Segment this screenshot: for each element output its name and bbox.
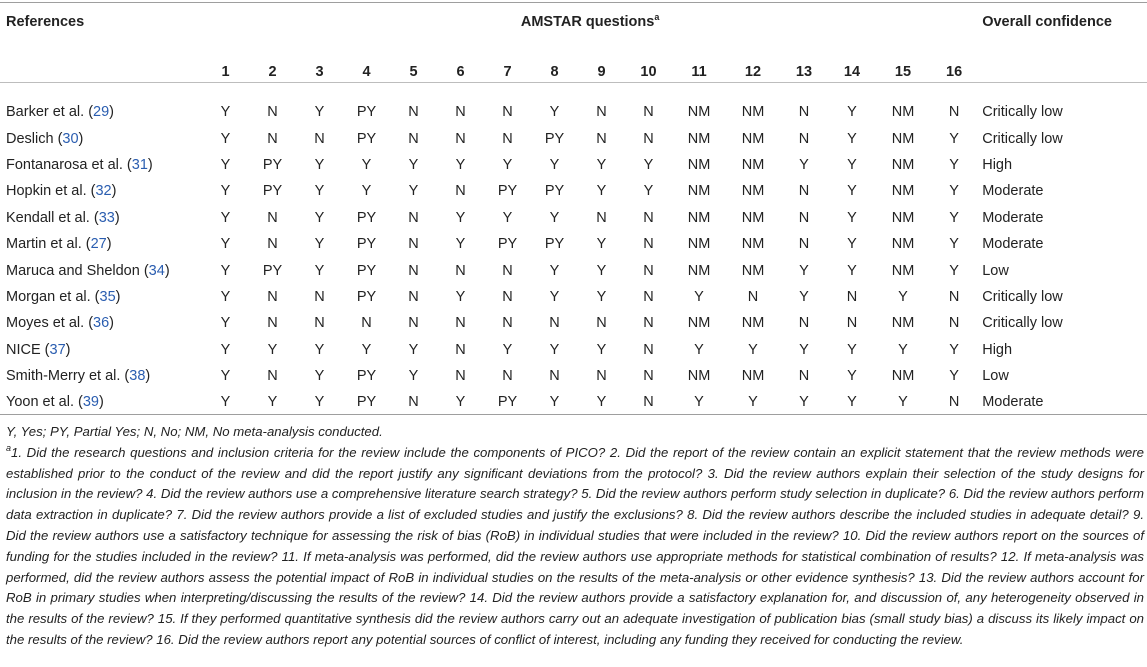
- rating-cell-q13: Y: [799, 341, 809, 358]
- rating-cell-q10: N: [643, 236, 654, 253]
- rating-cell-q1: Y: [220, 130, 231, 147]
- reference-cell: [0, 257, 202, 283]
- rating-cell-q6: Y: [455, 209, 466, 226]
- study-name: NICE (: [6, 341, 50, 358]
- rating-cell-q8: N: [549, 368, 560, 385]
- close-paren: ): [109, 315, 115, 332]
- rating-cell-q4: PY: [356, 368, 377, 385]
- rating-cell-q6: N: [455, 341, 466, 358]
- rating-cell-q4: PY: [356, 236, 377, 253]
- rating-cell-q8: PY: [544, 236, 565, 253]
- study-name: Martin et al. (: [6, 236, 91, 253]
- citation-link[interactable]: 31: [131, 156, 148, 173]
- rating-cell-q2: Y: [267, 341, 278, 358]
- rating-cell-q10: N: [643, 368, 654, 385]
- question-number-8: 8: [550, 64, 559, 80]
- rating-cell-q3: Y: [314, 156, 325, 173]
- rating-cell-q1: Y: [220, 104, 231, 121]
- overall-confidence-cell: Moderate: [982, 236, 1044, 253]
- table-row: [0, 363, 1147, 389]
- rating-cell-q10: N: [643, 394, 654, 411]
- reference-cell: [0, 284, 202, 310]
- rating-cell-q5: N: [408, 288, 419, 305]
- rating-cell-q13: N: [798, 368, 810, 385]
- rating-cell-q10: N: [643, 104, 654, 121]
- rating-cell-q2: PY: [262, 156, 283, 173]
- reference-cell: [0, 231, 202, 257]
- rating-cell-q12: N: [747, 288, 759, 305]
- question-number-5: 5: [409, 64, 418, 80]
- rating-cell-q16: Y: [949, 209, 959, 226]
- rating-cell-q8: Y: [549, 288, 560, 305]
- rating-cell-q8: Y: [549, 341, 560, 358]
- close-paren: ): [109, 104, 115, 121]
- question-number-10: 10: [640, 64, 657, 80]
- rating-cell-q5: Y: [408, 183, 419, 200]
- rating-cell-q3: N: [314, 130, 325, 147]
- amstar-title: AMSTAR questions: [520, 14, 655, 30]
- rating-cell-q2: N: [267, 368, 278, 385]
- overall-confidence-cell: Critically low: [982, 130, 1063, 147]
- rating-cell-q11: NM: [687, 368, 711, 385]
- rating-cell-q15: NM: [891, 368, 915, 385]
- rating-cell-q9: Y: [596, 262, 607, 279]
- rating-cell-q15: NM: [891, 209, 915, 226]
- close-paren: ): [99, 394, 104, 411]
- table-row: [0, 205, 1147, 231]
- study-name: Deslich (: [6, 130, 63, 147]
- rating-cell-q16: N: [948, 394, 960, 411]
- rating-cell-q9: N: [596, 130, 607, 147]
- rating-cell-q6: Y: [455, 288, 466, 305]
- rating-cell-q7: N: [502, 288, 513, 305]
- rating-cell-q13: Y: [799, 262, 809, 279]
- rating-cell-q7: PY: [497, 183, 518, 200]
- rating-cell-q11: Y: [694, 341, 704, 358]
- rating-cell-q4: PY: [356, 130, 377, 147]
- rating-cell-q2: N: [267, 315, 278, 332]
- question-number-6: 6: [456, 64, 465, 80]
- empty-header-cell: [0, 52, 202, 92]
- table-row: [0, 284, 1147, 310]
- rating-cell-q16: Y: [949, 236, 959, 253]
- overall-confidence-cell: Critically low: [982, 104, 1063, 121]
- rating-cell-q4: Y: [361, 341, 372, 358]
- rating-cell-q2: N: [267, 236, 278, 253]
- table-row: [0, 152, 1147, 178]
- rating-cell-q8: Y: [549, 209, 560, 226]
- question-number-12: 12: [744, 64, 762, 80]
- rating-cell-q14: Y: [847, 236, 857, 253]
- rating-cell-q7: N: [502, 368, 513, 385]
- rating-cell-q9: Y: [596, 156, 607, 173]
- question-number-1: 1: [221, 64, 230, 80]
- rating-cell-q10: N: [643, 209, 654, 226]
- rating-cell-q14: Y: [847, 341, 857, 358]
- rating-cell-q13: N: [798, 130, 810, 147]
- rating-cell-q14: Y: [847, 368, 857, 385]
- rating-cell-q14: Y: [847, 104, 857, 121]
- rating-cell-q7: Y: [502, 209, 513, 226]
- rating-cell-q12: NM: [741, 130, 765, 147]
- rating-cell-q3: Y: [314, 236, 325, 253]
- rating-cell-q3: Y: [314, 183, 325, 200]
- rating-cell-q9: Y: [596, 288, 607, 305]
- study-name: Hopkin et al. (: [6, 183, 96, 200]
- rating-cell-q14: Y: [847, 262, 857, 279]
- rating-cell-q14: Y: [847, 394, 857, 411]
- rating-cell-q7: Y: [502, 156, 513, 173]
- rating-cell-q4: PY: [356, 288, 377, 305]
- question-number-3: 3: [315, 64, 324, 80]
- rating-cell-q8: Y: [549, 394, 560, 411]
- close-paren: ): [115, 288, 121, 305]
- rating-cell-q10: N: [643, 130, 654, 147]
- rating-cell-q9: N: [596, 368, 607, 385]
- rating-cell-q6: N: [455, 315, 466, 332]
- rating-cell-q15: NM: [891, 315, 915, 332]
- rating-cell-q4: Y: [361, 183, 372, 200]
- rating-cell-q10: N: [643, 262, 654, 279]
- rating-cell-q5: Y: [408, 156, 419, 173]
- citation-link[interactable]: 32: [95, 183, 112, 200]
- rating-cell-q15: Y: [898, 341, 908, 358]
- rating-cell-q3: Y: [314, 368, 325, 385]
- rating-cell-q14: Y: [847, 209, 857, 226]
- rating-cell-q1: Y: [220, 209, 231, 226]
- rating-cell-q2: Y: [267, 394, 278, 411]
- close-paren: ): [114, 209, 120, 226]
- table-row: [0, 337, 1147, 363]
- rating-cell-q5: Y: [408, 368, 419, 385]
- rating-cell-q7: N: [502, 315, 513, 332]
- overall-confidence-cell: High: [982, 341, 1013, 358]
- rating-cell-q8: PY: [544, 130, 565, 147]
- rating-cell-q16: Y: [949, 368, 959, 385]
- rating-cell-q4: PY: [356, 394, 377, 411]
- rating-cell-q1: Y: [220, 394, 231, 411]
- reference-cell: [0, 152, 202, 178]
- rating-cell-q5: N: [408, 130, 419, 147]
- rating-cell-q5: N: [408, 209, 419, 226]
- rating-cell-q4: Y: [361, 156, 372, 173]
- rating-cell-q14: Y: [847, 183, 857, 200]
- rating-cell-q13: N: [798, 104, 810, 121]
- study-name: Morgan et al. (: [6, 288, 100, 305]
- citation-link[interactable]: 38: [129, 368, 146, 385]
- rating-cell-q2: PY: [262, 262, 283, 279]
- citation-link[interactable]: 34: [148, 262, 165, 279]
- rating-cell-q11: NM: [687, 156, 711, 173]
- rating-cell-q3: N: [314, 288, 325, 305]
- rating-cell-q12: NM: [741, 183, 765, 200]
- question-number-7: 7: [503, 64, 512, 80]
- rating-cell-q11: Y: [694, 394, 704, 411]
- rating-cell-q13: Y: [799, 288, 809, 305]
- rating-cell-q16: N: [948, 288, 960, 305]
- amstar-footnote-marker: a: [654, 12, 660, 22]
- question-number-2: 2: [268, 64, 277, 80]
- rating-cell-q12: NM: [741, 156, 765, 173]
- rating-cell-q6: Y: [455, 394, 466, 411]
- rating-cell-q3: Y: [314, 104, 325, 121]
- rating-cell-q6: N: [455, 183, 466, 200]
- rating-cell-q9: N: [596, 209, 607, 226]
- rating-cell-q8: Y: [549, 262, 560, 279]
- references-header: References: [6, 14, 85, 30]
- rating-cell-q6: Y: [455, 236, 466, 253]
- rating-cell-q7: PY: [497, 394, 518, 411]
- rating-cell-q15: NM: [891, 183, 915, 200]
- table-notes: [6, 422, 1144, 651]
- close-paren: ): [145, 368, 151, 385]
- study-name: Barker et al. (: [6, 104, 94, 121]
- overall-confidence-cell: Critically low: [982, 315, 1063, 332]
- question-number-16: 16: [946, 64, 963, 80]
- rating-cell-q5: N: [408, 262, 419, 279]
- rating-cell-q11: NM: [687, 262, 711, 279]
- study-name: Moyes et al. (: [6, 315, 94, 332]
- reference-cell: [0, 337, 202, 363]
- footnote-text: 1. Did the research questions and inclusion criteria for the review include the components of PICO? 2. Did the report of the review contain an explicit statement that the review methods were established prior to the conduct of the review and did the report justify any significant deviations from the protocol? 3. Did the review authors explain their selection of the study designs for inclusion in the review? 4. Did the review authors use a comprehensive literature search strategy? 5. Did the review authors perform study selection in duplicate? 6. Did the review authors perform data extraction in duplicate? 7. Did the review authors provide a list of excluded studies and justify the exclusions? 8. Did the review authors describe the included studies in adequate detail? 9. Did the review authors use a satisfactory technique for assessing the risk of bias (RoB) in individual studies that were included in the review? 10. Did the review authors report on the sources of funding for the studies included in the review? 11. If meta-analysis was performed, did the review authors use appropriate methods for statistical combination of results? 12. If meta-analysis was performed, did the review authors assess the potential impact of RoB in individual studies on the results of the meta-analysis or other evidence synthesis? 13. Did the review authors account for RoB in primary studies when interpreting/discussing the results of the review? 14. Did the review authors provide a satisfactory explanation for, and discussion of, any heterogeneity observed in the results of the review? 15. If they performed quantitative synthesis did the review authors carry out an adequate investigation of publication bias (small study bias) a discuss its likely impact on the results of the review? 16. Did the review authors report any potential sources of conflict of interest, including any funding they received for conducting the review.: [6, 444, 1144, 647]
- rating-cell-q1: Y: [220, 156, 231, 173]
- table-row: [0, 231, 1147, 257]
- rating-cell-q16: Y: [949, 262, 959, 279]
- rating-cell-q5: N: [408, 104, 419, 121]
- rating-cell-q11: NM: [687, 130, 711, 147]
- study-name: Fontanarosa et al. (: [6, 156, 132, 173]
- rating-cell-q13: N: [798, 315, 810, 332]
- rating-cell-q11: NM: [687, 209, 711, 226]
- rating-cell-q12: NM: [741, 315, 765, 332]
- rating-cell-q2: N: [267, 288, 278, 305]
- rating-cell-q10: N: [643, 288, 654, 305]
- rating-cell-q15: NM: [891, 104, 915, 121]
- question-number-15: 15: [894, 64, 912, 80]
- rating-cell-q9: N: [596, 315, 607, 332]
- overall-confidence-cell: High: [982, 156, 1013, 173]
- rating-cell-q1: Y: [220, 368, 231, 385]
- rating-cell-q8: N: [549, 315, 560, 332]
- overall-confidence-cell: Moderate: [982, 209, 1044, 226]
- close-paren: ): [164, 262, 170, 279]
- rating-cell-q5: N: [408, 394, 419, 411]
- table-body: [0, 99, 1147, 416]
- study-name: Smith-Merry et al. (: [6, 368, 130, 385]
- rating-cell-q16: Y: [949, 183, 959, 200]
- rating-cell-q15: NM: [891, 262, 915, 279]
- rating-cell-q11: NM: [687, 104, 711, 121]
- study-name: Kendall et al. (: [6, 209, 99, 226]
- rating-cell-q15: NM: [891, 156, 915, 173]
- rating-cell-q13: N: [798, 236, 810, 253]
- rating-cell-q4: PY: [356, 209, 377, 226]
- rating-cell-q9: Y: [596, 341, 607, 358]
- rating-cell-q8: Y: [549, 156, 560, 173]
- rating-cell-q15: Y: [898, 288, 908, 305]
- overall-confidence-cell: Critically low: [982, 288, 1063, 305]
- rating-cell-q8: PY: [544, 183, 565, 200]
- rating-cell-q10: N: [643, 315, 654, 332]
- rating-cell-q1: Y: [220, 288, 231, 305]
- rating-cell-q12: NM: [741, 368, 765, 385]
- study-name: Maruca and Sheldon (: [6, 262, 149, 279]
- rating-cell-q4: PY: [356, 104, 377, 121]
- reference-cell: [0, 363, 202, 389]
- close-paren: ): [106, 236, 112, 253]
- rating-cell-q12: Y: [748, 394, 758, 411]
- rating-cell-q5: N: [408, 236, 419, 253]
- rating-cell-q16: Y: [949, 341, 959, 358]
- rating-cell-q16: N: [948, 104, 960, 121]
- table-row: [0, 125, 1147, 151]
- rating-cell-q15: NM: [891, 130, 915, 147]
- rating-cell-q6: Y: [455, 156, 466, 173]
- rating-cell-q10: Y: [643, 183, 654, 200]
- rating-cell-q6: N: [455, 130, 466, 147]
- rating-cell-q11: Y: [694, 288, 704, 305]
- rating-cell-q3: N: [314, 315, 325, 332]
- rating-cell-q13: Y: [799, 394, 809, 411]
- rating-cell-q14: N: [846, 315, 858, 332]
- close-paren: ): [147, 156, 153, 173]
- study-name: Yoon et al. (: [6, 394, 83, 411]
- rating-cell-q9: Y: [596, 183, 607, 200]
- rating-cell-q6: N: [455, 262, 466, 279]
- rating-cell-q15: NM: [891, 236, 915, 253]
- overall-confidence-cell: Low: [982, 262, 1009, 279]
- rating-cell-q7: PY: [497, 236, 518, 253]
- rating-cell-q12: NM: [741, 262, 765, 279]
- rating-cell-q10: N: [643, 341, 654, 358]
- rating-cell-q7: N: [502, 104, 513, 121]
- rating-cell-q16: N: [948, 315, 960, 332]
- rating-cell-q13: N: [798, 183, 810, 200]
- abbreviations-note: Y, Yes; PY, Partial Yes; N, No; NM, No meta-analysis conducted.: [6, 424, 383, 439]
- citation-link[interactable]: 29: [93, 104, 110, 121]
- rating-cell-q3: Y: [314, 262, 325, 279]
- rating-cell-q7: N: [502, 130, 513, 147]
- citation-link[interactable]: 39: [82, 394, 99, 411]
- footnote-marker: a: [6, 442, 12, 453]
- rating-cell-q11: NM: [687, 183, 711, 200]
- question-number-11: 11: [691, 64, 707, 80]
- question-number-4: 4: [362, 64, 371, 80]
- rating-cell-q1: Y: [220, 341, 231, 358]
- rating-cell-q15: Y: [898, 394, 908, 411]
- reference-cell: [0, 125, 202, 151]
- table-top-rule: [0, 2, 1147, 3]
- overall-confidence-cell: Moderate: [982, 394, 1044, 411]
- rating-cell-q11: NM: [687, 236, 711, 253]
- rating-cell-q1: Y: [220, 236, 231, 253]
- reference-cell: [0, 99, 202, 125]
- rating-cell-q1: Y: [220, 183, 231, 200]
- amstar-footnote: [6, 443, 1144, 651]
- table-row: [0, 178, 1147, 204]
- citation-link[interactable]: 30: [62, 130, 79, 147]
- table-row: [0, 257, 1147, 283]
- table-row: [0, 310, 1147, 336]
- citation-link[interactable]: 36: [93, 315, 110, 332]
- amstar-table: [0, 4, 1147, 416]
- rating-cell-q4: PY: [356, 262, 377, 279]
- rating-cell-q7: N: [502, 262, 513, 279]
- rating-cell-q3: Y: [314, 341, 325, 358]
- reference-cell: [0, 205, 202, 231]
- reference-cell: [0, 310, 202, 336]
- rating-cell-q13: Y: [799, 156, 809, 173]
- rating-cell-q14: Y: [847, 156, 857, 173]
- rating-cell-q2: PY: [262, 183, 283, 200]
- table-row: [0, 389, 1147, 415]
- rating-cell-q14: N: [846, 288, 858, 305]
- reference-cell: [0, 389, 202, 415]
- rating-cell-q2: N: [267, 104, 278, 121]
- rating-cell-q7: Y: [502, 341, 513, 358]
- rating-cell-q12: NM: [741, 104, 765, 121]
- question-number-14: 14: [843, 64, 861, 80]
- question-number-9: 9: [597, 64, 606, 80]
- rating-cell-q1: Y: [220, 315, 231, 332]
- rating-cell-q2: N: [267, 209, 278, 226]
- rating-cell-q5: Y: [408, 341, 419, 358]
- rating-cell-q12: Y: [748, 341, 758, 358]
- overall-confidence-cell: Low: [982, 368, 1009, 385]
- rating-cell-q3: Y: [314, 394, 325, 411]
- rating-cell-q9: Y: [596, 394, 607, 411]
- amstar-questions-header: [202, 4, 978, 52]
- rating-cell-q16: Y: [949, 156, 959, 173]
- rating-cell-q6: N: [455, 104, 466, 121]
- citation-link[interactable]: 33: [98, 209, 115, 226]
- rating-cell-q12: NM: [741, 209, 765, 226]
- citation-link[interactable]: 35: [99, 288, 116, 305]
- overall-confidence-header: Overall confidence: [982, 14, 1112, 30]
- rating-cell-q1: Y: [220, 262, 231, 279]
- question-number-row: [0, 52, 1147, 92]
- rating-cell-q11: NM: [687, 315, 711, 332]
- rating-cell-q9: N: [596, 104, 607, 121]
- rating-cell-q10: Y: [643, 156, 654, 173]
- question-number-13: 13: [795, 64, 813, 80]
- close-paren: ): [65, 341, 71, 358]
- rating-cell-q6: N: [455, 368, 466, 385]
- rating-cell-q9: Y: [596, 236, 607, 253]
- rating-cell-q13: N: [798, 209, 810, 226]
- overall-confidence-cell: Moderate: [982, 183, 1044, 200]
- empty-header-cell: [978, 52, 1147, 92]
- close-paren: ): [78, 130, 84, 147]
- citation-link[interactable]: 37: [49, 341, 66, 358]
- rating-cell-q4: N: [361, 315, 372, 332]
- rating-cell-q16: Y: [949, 130, 959, 147]
- rating-cell-q12: NM: [741, 236, 765, 253]
- rating-cell-q8: Y: [549, 104, 560, 121]
- reference-cell: [0, 178, 202, 204]
- rating-cell-q14: Y: [847, 130, 857, 147]
- rating-cell-q5: N: [408, 315, 419, 332]
- rating-cell-q2: N: [267, 130, 278, 147]
- close-paren: ): [111, 183, 117, 200]
- rating-cell-q3: Y: [314, 209, 325, 226]
- citation-link[interactable]: 27: [90, 236, 107, 253]
- table-row: [0, 99, 1147, 125]
